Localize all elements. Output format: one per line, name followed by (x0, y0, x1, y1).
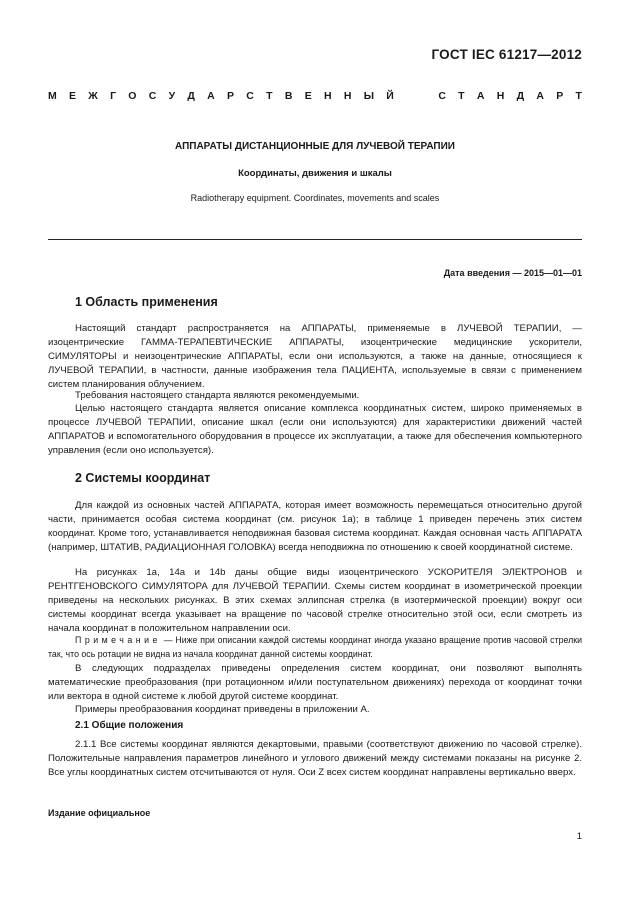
paragraph: В следующих подразделах приведены определения систем координат, они позволяют выполнять математические преобразования (при ротационном и/или поступательном движениях) перехода от координат точки или вектора в одной системе к любой другой системе координат. (48, 663, 582, 703)
paragraph: Для каждой из основных частей АППАРАТА, которая имеет возможность перемещаться относительно другой части, принимается особая система координат (см. рисунок 1а); в таблице 1 приведен перечень этих систем координат. Кроме того, устанавливается неподвижная базовая система координат. Каждая основная часть АППАРАТА (например, ШТАТИВ, РАДИАЦИОННАЯ ГОЛОВКА) всегда неподвижна по отношению к своей координатной системе. (48, 500, 582, 554)
category-letter: У (168, 90, 176, 102)
category-letter: Н (343, 90, 352, 102)
note (48, 634, 582, 661)
category-letter: С (148, 90, 157, 102)
category-letter: Й (386, 90, 394, 102)
page-number: 1 (576, 831, 582, 842)
category-letter: Ы (363, 90, 374, 102)
english-title: Radiotherapy equipment. Coordinates, movements and scales (190, 193, 440, 203)
paragraph: Целью настоящего стандарта является описание комплекса координатных систем, широко применяемых в процессе ЛУЧЕВОЙ ТЕРАПИИ, описание шкал (если они используются) для характеристики движений частей АППАРАТОВ и вспомогательного оборудования в процессе их эксплуатации, а также для обеспечения компьютерного управления (если оно используется). (48, 403, 582, 457)
paragraph: Примеры преобразования координат приведены в приложении А. (75, 704, 370, 715)
title-divider (48, 239, 582, 240)
paragraph: 2.1.1 Все системы координат являются декартовыми, правыми (соответствуют движению по часовой стрелке). Положительные направления параметров линейного и углового движений между системами показаны на рисунке 2. Все углы координатных систем отсчитываются от нуля. Оси Z всех систем координат направлены вертикально вверх. (48, 739, 582, 779)
category-letter: Н (496, 90, 505, 102)
category-letter: Е (304, 90, 312, 102)
category-letter: М (48, 90, 57, 102)
category-letter: Д (187, 90, 195, 102)
category-letter: С (246, 90, 254, 102)
section-heading: 2 Системы координат (75, 471, 211, 485)
category-letter: Р (556, 90, 564, 102)
edition-label: Издание официальное (48, 808, 151, 818)
category-letter: Н (323, 90, 332, 102)
document-title: АППАРАТЫ ДИСТАНЦИОННЫЕ ДЛЯ ЛУЧЕВОЙ ТЕРАПИИ (174, 141, 455, 152)
category-letter: А (476, 90, 485, 102)
section-heading: 1 Область применения (75, 295, 218, 309)
category-letter: В (284, 90, 293, 102)
category-letter: А (207, 90, 215, 102)
standard-code: ГОСТ IEC 61217—2012 (431, 47, 582, 62)
category-gap (406, 90, 426, 102)
category-letter: Т (266, 90, 273, 102)
category-letter: С (438, 90, 446, 102)
category-letter: Т (575, 90, 582, 102)
standard-category (48, 90, 582, 102)
paragraph: На рисунках 1а, 14а и 14b даны общие виды изоцентрического УСКОРИТЕЛЯ ЭЛЕКТРОНОВ и РЕНТГЕНОВСКОГО СИМУЛЯТОРА для ЛУЧЕВОЙ ТЕРАПИИ. Схемы систем координат в изометрической проекции приведены на нескольких рисунках. В этих схемах эллипсная стрелка (в изотермической проекции) вокруг оси системы координат всегда указывает на вращение по часовой стрелке относительно этой оси, если смотреть из начала координат в положительном направлении оси. (48, 567, 582, 635)
category-letter: О (128, 90, 137, 102)
category-letter: А (536, 90, 544, 102)
category-letter: Е (69, 90, 77, 102)
category-letter: Т (458, 90, 465, 102)
introduction-date: Дата введения — 2015—01—01 (443, 268, 582, 278)
paragraph: Настоящий стандарт распространяется на АППАРАТЫ, применяемые в ЛУЧЕВОЙ ТЕРАПИИ, — изоцентрические ГАММА-ТЕРАПЕВТИЧЕСКИЕ АППАРАТЫ, изоцентрические медицинские ускорители, СИМУЛЯТОРЫ и неизоцентрические АППАРАТЫ, если они используются, а также на данные, относящиеся к ЛУЧЕВОЙ ТЕРАПИИ, в частности, данные изображения тела ПАЦИЕНТА, используемые в связи с применением систем планирования облучением. (48, 323, 582, 391)
category-letter: Ж (88, 90, 98, 102)
category-letter: Р (227, 90, 235, 102)
category-letter: Г (110, 90, 117, 102)
paragraph: Требования настоящего стандарта являются рекомендуемыми. (75, 390, 360, 401)
document-subtitle: Координаты, движения и шкалы (238, 168, 392, 179)
note-label: Примечание (75, 635, 161, 645)
note-text: — Ниже при описании каждой системы координат иногда указано вращение против часовой стрелки так, что ось ротации не видна из начала координат данной системы координат. (48, 635, 582, 659)
category-letter: Д (516, 90, 525, 102)
subsection-heading: 2.1 Общие положения (75, 720, 184, 731)
